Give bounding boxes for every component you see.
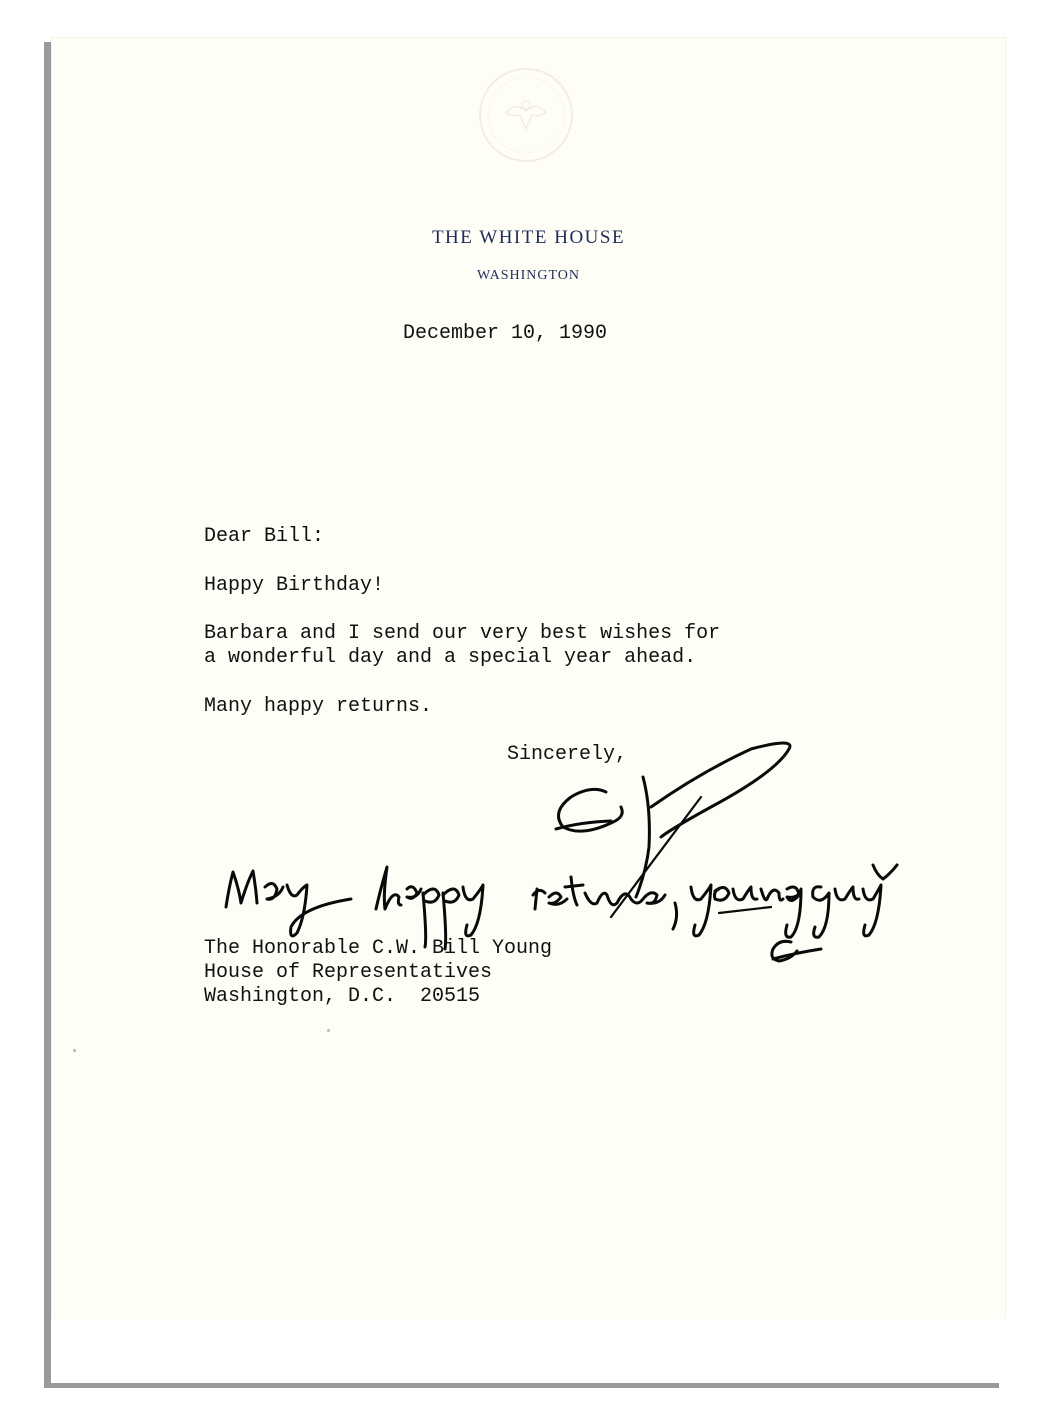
presidential-seal-emboss: [476, 65, 576, 165]
body-paragraph-2-line-2: a wonderful day and a special year ahead.: [204, 646, 697, 669]
recipient-address: Washington, D.C. 20515: [204, 985, 481, 1008]
letterhead-title: THE WHITE HOUSE: [431, 227, 626, 248]
letter-page: [51, 37, 1006, 1383]
recipient-name: The Honorable C.W. Bill Young: [204, 937, 553, 960]
salutation: Dear Bill:: [204, 525, 325, 548]
paper-speck: [73, 1049, 76, 1052]
paper-speck: [327, 1029, 330, 1032]
closing: Sincerely,: [507, 743, 628, 766]
page-bottom-edge: [51, 1319, 1006, 1383]
letterhead-subtitle: WASHINGTON: [476, 268, 581, 283]
recipient-office: House of Representatives: [204, 961, 493, 984]
body-paragraph-2-line-1: Barbara and I send our very best wishes for: [204, 622, 721, 645]
body-paragraph-1: Happy Birthday!: [204, 574, 385, 597]
signature-mark: [556, 743, 790, 917]
body-paragraph-3: Many happy returns.: [204, 695, 433, 718]
letter-date: December 10, 1990: [403, 322, 608, 345]
